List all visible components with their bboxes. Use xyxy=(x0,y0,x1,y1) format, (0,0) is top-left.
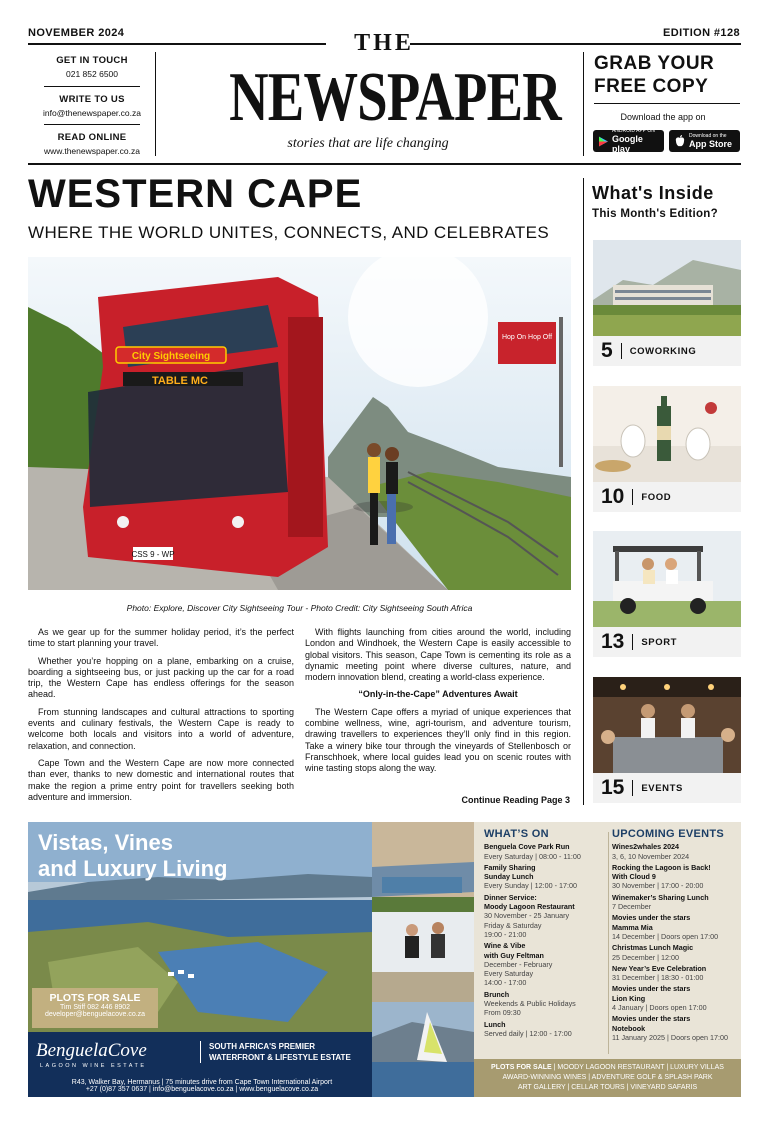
event-name: Wine & Vibe with Guy Feltman xyxy=(484,941,544,960)
free-copy-promo: GRAB YOUR FREE COPY xyxy=(594,53,715,97)
event-detail: 11 January 2025 | Doors open 17:00 xyxy=(612,1032,729,1042)
events-divider xyxy=(608,832,609,1054)
whats-on-list: WHAT’S ON Benguela Cove Park Run Every Saturday | 08:00 - 11:00 Family Sharing Sunday Lunch Every Sunday | 12:00 - 17:00 Dinner Service: Moody Lagoon Restaurant 30 November - 25 January Friday & Saturday 19:00 - 21:00 Wine & Vibe with Guy Feltman December - February Every Saturday 14:00 - 17:00 Brunch Weekends & Public Holidays From 09:30 Lunch Served daily | 12:00 - 17:00 xyxy=(484,830,606,1040)
sidebar-title: What's Inside xyxy=(592,183,714,203)
article-column-1 xyxy=(28,627,294,809)
event-detail: 31 December | 18:30 - 01:00 xyxy=(612,973,704,983)
bus-plate: CSS 9 - WP xyxy=(131,550,175,559)
page-number: 5 xyxy=(601,339,613,362)
google-play-icon xyxy=(599,136,608,147)
contact-website: READ ONLINE www.thenewspaper.co.za xyxy=(44,132,140,156)
bus-brand-sign: City Sightseeing xyxy=(131,351,211,362)
sidebar-item-sport[interactable] xyxy=(593,531,741,657)
article-column-2 xyxy=(305,627,571,781)
photo-caption: Photo: Explore, Discover City Sightseeing Tour - Photo Credit: City Sightseeing South Africa xyxy=(126,603,473,613)
event-detail: December - February Every Saturday 14:00 - 17:00 xyxy=(484,959,553,988)
plots-for-sale-box: PLOTS FOR SALE Tim Stiff 082 446 8902 developer@benguelacove.co.za xyxy=(32,988,158,1028)
estate-contact-details: R43, Walker Bay, Hermanus | 75 minutes drive from Cape Town International Airport +27 (0)87 357 0637 | info@benguelacove.co.za | www.benguelacove.co.za xyxy=(71,1079,333,1093)
estate-amenities-bar: PLOTS FOR SALE | MOODY LAGOON RESTAURANT | LUXURY VILLAS AWARD-WINNING WINES | ADVENTURE GOLF & SPLASH PARK ART GALLERY | CELLAR TOURS | VINEYARD SAFARIS xyxy=(474,1059,741,1097)
event-detail: 25 December | 12:00 xyxy=(612,952,679,962)
event-detail: 30 November - 25 January Friday & Saturday 19:00 - 21:00 xyxy=(484,911,570,939)
event-name: Family Sharing Sunday Lunch xyxy=(484,862,536,882)
coworking-thumbnail xyxy=(593,240,741,336)
event-detail: Every Saturday | 08:00 - 11:00 xyxy=(484,851,581,861)
event-name: Christmas Lunch Magic xyxy=(612,943,694,953)
sidebar-item-coworking[interactable] xyxy=(593,240,741,366)
estate-brand-bar xyxy=(28,1032,372,1097)
section-label: FOOD xyxy=(641,491,672,503)
event-detail: 30 November | 17:00 - 20:00 xyxy=(612,881,704,891)
event-name: Movies under the stars Mamma Mia xyxy=(612,913,691,932)
article-photo xyxy=(28,257,571,590)
article-paragraph: Cape Town and the Western Cape are now more connected than ever, thanks to new domestic and international routes that make the region a prime entry point for travellers seeking both adventure and immersion. xyxy=(28,757,294,802)
page-number: 15 xyxy=(601,776,625,799)
event-name: Movies under the stars Lion King xyxy=(612,984,691,1003)
event-detail: Served daily | 12:00 - 17:00 xyxy=(484,1028,572,1038)
event-name: New Year’s Eve Celebration xyxy=(612,963,707,973)
lifestyle-photo-strip xyxy=(372,822,474,1097)
masthead-rule xyxy=(28,163,741,165)
article-paragraph: The Western Cape offers a myriad of unique experiences that combine wellness, wine, agri-tourism, and adventure tourism, drawing travellers to experiences they’ll only find in this region. Take a winery bike tour through the vineyards of Stellenbosch or Franschhoek, where local guides lead you on scenic routes with wine tasting stops along the way. xyxy=(305,706,571,774)
food-thumbnail xyxy=(593,386,741,482)
logo-subtitle: LAGOON WINE ESTATE xyxy=(40,1063,147,1069)
events-thumbnail xyxy=(593,677,741,773)
article-paragraph: Whether you’re hopping on a plane, embarking on a cruise, boarding a sightseeing bus, or just packing up the car for a road trip, the Western Cape has endless offerings for the season ahead. xyxy=(28,655,294,700)
event-detail: Weekends & Public Holidays From 09:30 xyxy=(484,999,576,1018)
bus-stop-sign-text: Hop On Hop Off xyxy=(501,334,553,341)
sidebar-item-food[interactable] xyxy=(593,386,741,512)
google-play-button[interactable]: ANDROID APP ON Google play xyxy=(593,130,664,152)
article-subheading: “Only-in-the-Cape” Adventures Await xyxy=(358,689,518,700)
city-sightseeing-bus-illustration xyxy=(28,257,571,590)
section-label: EVENTS xyxy=(641,782,683,794)
event-name: Winemaker’s Sharing Lunch xyxy=(612,892,709,902)
apple-icon xyxy=(675,135,685,147)
events-panel xyxy=(474,822,741,1097)
event-name: Dinner Service: Moody Lagoon Restaurant xyxy=(484,892,575,912)
contact-phone: GET IN TOUCH 021 852 6500 xyxy=(56,55,128,79)
event-detail: Every Sunday | 12:00 - 17:00 xyxy=(484,881,577,891)
advert-headline: Vistas, Vines and Luxury Living xyxy=(38,830,228,881)
section-label: SPORT xyxy=(641,636,678,648)
sidebar-subtitle: This Month's Edition? xyxy=(592,208,718,220)
sport-thumbnail xyxy=(593,531,741,627)
article-paragraph: With flights launching from cities around the world, including London and Windhoek, the Western Cape is easily accessible to global visitors. This season, Cape Town is cementing its role as a dynamic meeting point where diverse cultures, nature, and modern innovation blend, creating a world-class experience. xyxy=(305,627,571,683)
article-subhead: WHERE THE WORLD UNITES, CONNECTS, AND CELEBRATES xyxy=(28,223,550,242)
promo-divider xyxy=(594,103,740,104)
masthead-tagline: stories that are life changing xyxy=(287,136,449,151)
issue-date: NOVEMBER 2024 xyxy=(28,27,125,39)
vertical-divider xyxy=(155,52,156,156)
app-store-button[interactable]: Download on the App Store xyxy=(669,130,740,152)
event-detail: 7 December xyxy=(612,902,652,912)
event-name: Rocking the Lagoon is Back! With Cloud 9 xyxy=(612,862,711,882)
estate-tagline: SOUTH AFRICA'S PREMIER WATERFRONT & LIFESTYLE ESTATE xyxy=(200,1041,351,1063)
page-number: 10 xyxy=(601,485,625,508)
page-number: 13 xyxy=(601,630,625,653)
event-name: Movies under the stars Notebook xyxy=(612,1014,691,1033)
article-paragraph: From stunning landscapes and cultural attractions to sporting events and culinary festivals, the Western Cape is ready to welcome both locals and visitors into a world of adventure, relaxation, and connection. xyxy=(28,706,294,751)
event-name: Wines2whales 2024 xyxy=(612,842,680,852)
event-detail: 14 December | Doors open 17:00 xyxy=(612,931,719,941)
benguela-cove-logo: BenguelaCove xyxy=(36,1040,147,1061)
event-name: Benguela Cove Park Run xyxy=(484,842,570,852)
sidebar-item-events[interactable] xyxy=(593,677,741,803)
contact-divider xyxy=(44,124,140,125)
masthead-title: NEWSPAPER xyxy=(229,59,561,136)
contact-divider xyxy=(44,86,140,87)
edition-number: EDITION #128 xyxy=(663,27,740,39)
article-paragraph: As we gear up for the summer holiday period, it’s the perfect time to start planning your travel. xyxy=(28,627,294,649)
section-label: COWORKING xyxy=(629,345,697,357)
masthead-the: THE xyxy=(354,30,414,56)
download-label: Download the app on xyxy=(620,112,706,122)
bus-destination: TABLE MC xyxy=(151,375,209,387)
event-detail: 3, 6, 10 November 2024 xyxy=(612,851,690,861)
event-detail: 4 January | Doors open 17:00 xyxy=(612,1003,707,1013)
sidebar-divider xyxy=(583,178,584,805)
event-name: Brunch xyxy=(484,989,510,999)
contact-email: WRITE TO US info@thenewspaper.co.za xyxy=(43,94,141,118)
continue-reading-link[interactable]: Continue Reading Page 3 xyxy=(461,795,570,805)
event-name: Lunch xyxy=(484,1019,506,1029)
vertical-divider xyxy=(583,52,584,156)
article-headline: WESTERN CAPE xyxy=(28,172,363,216)
upcoming-events-list: UPCOMING EVENTS Wines2whales 2024 3, 6, 10 November 2024 Rocking the Lagoon is Back! With Cloud 9 30 November | 17:00 - 20:00 Winemaker’s Sharing Lunch 7 December Movies under the stars Mamma Mia 14 December | Doors open 17:00 Christmas Lunch Magic 25 December | 12:00 New Year’s Eve Celebration 31 December | 18:30 - 01:00 Movies under the stars Lion King 4 January | Doors open 17:00 Movies under the stars Notebook 11 January 2025 | Doors open 17:00 xyxy=(612,830,740,1044)
benguela-cove-advert[interactable] xyxy=(28,822,741,1097)
